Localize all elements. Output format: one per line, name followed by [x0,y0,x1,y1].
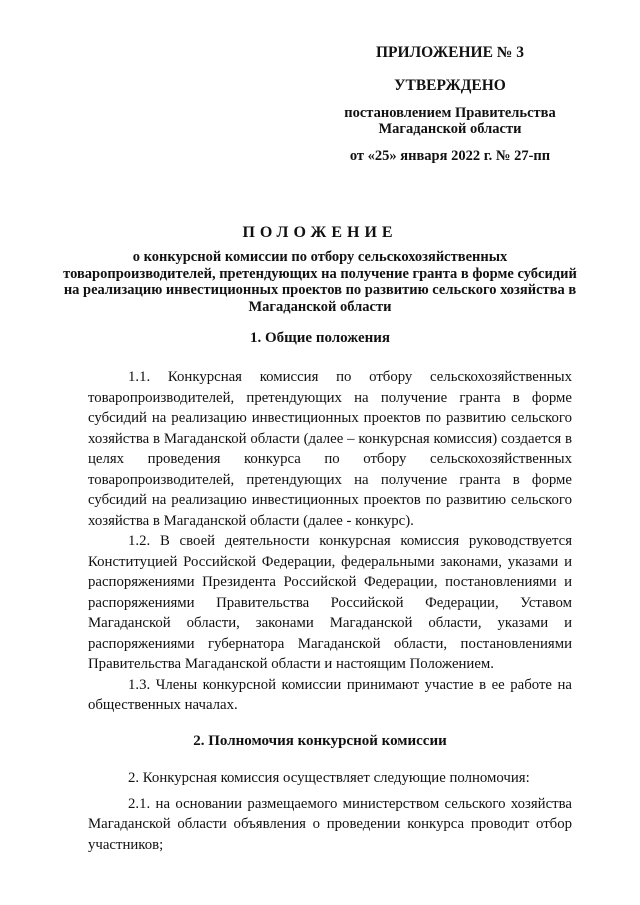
approval-line-1: постановлением Правительства [344,105,556,121]
section-2-title: 2. Полномочия конкурсной комиссии [193,733,447,749]
paragraph-1-1: 1.1. Конкурсная комиссия по отбору сельскохозяйственных товаропроизводителей, претендующих на получение гранта в форме субсидий на реализацию инвестиционных проектов по развитию сельского хозяйства в Магаданской области (далее – конкурсная комиссия) создается в целях проведения конкурса по отбору сельскохозяйственных товаропроизводителей, претендующих на получение гранта в форме субсидий на реализацию инвестиционных проектов по развитию сельского хозяйства в Магаданской области (далее - конкурс). [88,369,572,529]
section-1-title: 1. Общие положения [249,330,391,346]
paragraph-1-3: 1.3. Члены конкурсной комиссии принимают участие в ее работе на общественных началах. [88,676,572,713]
document-title: ПОЛОЖЕНИЕ [242,224,398,241]
paragraph-1-2: 1.2. В своей деятельности конкурсная комиссия руководствуется Конституцией Российской Федерации, федеральными законами, указами и распоряжениями Президента Российской Федерации, постановлениями и распоряжениями Правительства Российской Федерации, Уставом Магаданской области, законами Магаданской области, указами и распоряжениями губернатора Магаданской области, постановлениями Правительства Магаданской области и настоящим Положением. [88,533,572,672]
approved-label: УТВЕРЖДЕНО [394,77,506,94]
appendix-number: ПРИЛОЖЕНИЕ № 3 [376,44,524,61]
approval-block [300,44,600,164]
document-subtitle: о конкурсной комиссии по отбору сельскохозяйственных товаропроизводителей, претендующих на получение гранта в форме субсидий на реализацию инвестиционных проектов по развитию сельского хозяйства в Магаданской области [63,249,577,315]
section-2-body [88,768,572,855]
paragraph-2-1: 2.1. на основании размещаемого министерством сельского хозяйства Магаданской области объявления о проведении конкурса проводит отбор участников; [88,795,572,853]
paragraph-2: 2. Конкурсная комиссия осуществляет следующие полномочия: [128,770,530,786]
section-1-body [88,367,572,716]
approval-date: от «25» января 2022 г. № 27-пп [349,148,551,164]
approval-line-2: Магаданской области [378,121,522,137]
